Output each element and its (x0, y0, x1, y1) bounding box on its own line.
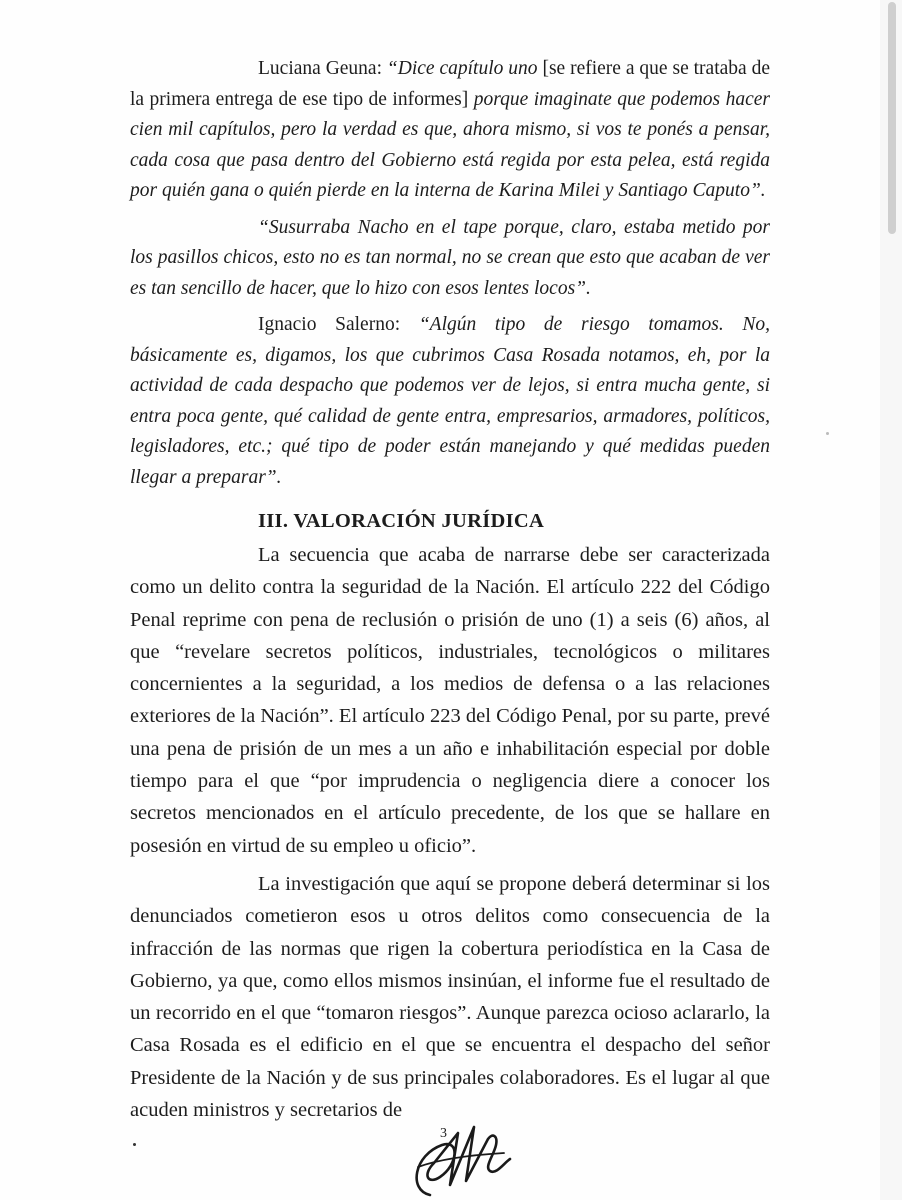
scrollbar-thumb[interactable] (888, 2, 896, 234)
page-number: 3 (440, 1126, 447, 1141)
quote-paragraph-salerno (130, 310, 770, 493)
speaker-luciana-geuna: Luciana Geuna: (258, 58, 383, 79)
margin-speck (826, 432, 829, 435)
scrollbar[interactable] (880, 0, 902, 1200)
quote-geuna-rest: porque imaginate que podemos hacer cien mil capítulos, pero la verdad es que, ahora mismo, si vos te ponés a pensar, cada cosa que pasa dentro del Gobierno está regida por esta pelea, está regida por quién gana o quién pierde en la interna de Karina Milei y Santiago Caputo”. (130, 88, 771, 201)
quote-salerno-text: “Algún tipo de riesgo tomamos. No, básicamente es, digamos, los que cubrimos Casa Rosada notamos, eh, por la actividad de cada despacho que podemos ver de lejos, si entra mucha gente, si entra poca gente, qué calidad de gente entra, empresarios, armadores, políticos, legisladores, etc.; qué tipo de poder están manejando y qué medidas pueden llegar a preparar”. (130, 314, 771, 488)
section-paragraph-1: La secuencia que acaba de narrarse debe ser caracterizada como un delito contra la seguridad de la Nación. El artículo 222 del Código Penal reprime con pena de reclusión o prisión de uno (1) a seis (6) años, al que “revelare secretos políticos, industriales, tecnológicos o militares concernientes a la seguridad, a los medios de defensa o a las relaciones exteriores de la Nación”. El artículo 223 del Código Penal, por su parte, prevé una pena de prisión de un mes a un año e inhabilitación especial por doble tiempo para el que “por imprudencia o negligencia diere a conocer los secretos mencionados en el artículo precedente, de los que se hallare en posesión en virtud de su empleo u oficio”. (130, 544, 770, 857)
speaker-ignacio-salerno: Ignacio Salerno: (258, 314, 401, 335)
quote-block (130, 54, 770, 493)
quote-paragraph-geuna (130, 54, 770, 207)
margin-mark (133, 1143, 136, 1146)
quote-geuna-opening: “Dice capítulo uno (386, 58, 538, 79)
section-body (130, 539, 770, 1126)
quote-geuna-bracket-note: [se refiere a que se trataba de la primera entrega de ese tipo de informes] (130, 58, 770, 110)
handwritten-signature (400, 1115, 520, 1200)
section-paragraph-2: La investigación que aquí se propone deberá determinar si los denunciados cometieron esos u otros delitos como consecuencia de la infracción de las normas que rigen la cobertura periodística en la Casa de Gobierno, ya que, como ellos mismos insinúan, el informe fue el resultado de un recorrido en el que “tomaron riesgos”. Aunque parezca ocioso aclararlo, la Casa Rosada es el edificio en el que se encuentra el despacho del señor Presidente de la Nación y de sus principales colaboradores. Es el lugar al que acuden ministros y secretarios de (130, 872, 770, 1122)
section-heading: III. VALORACIÓN JURÍDICA (258, 510, 545, 532)
quote-paragraph-nacho: “Susurraba Nacho en el tape porque, claro, estaba metido por los pasillos chicos, esto no es tan normal, no se crean que esto que acaban de ver es tan sencillo de hacer, que lo hizo con esos lentes locos”. (130, 216, 770, 299)
